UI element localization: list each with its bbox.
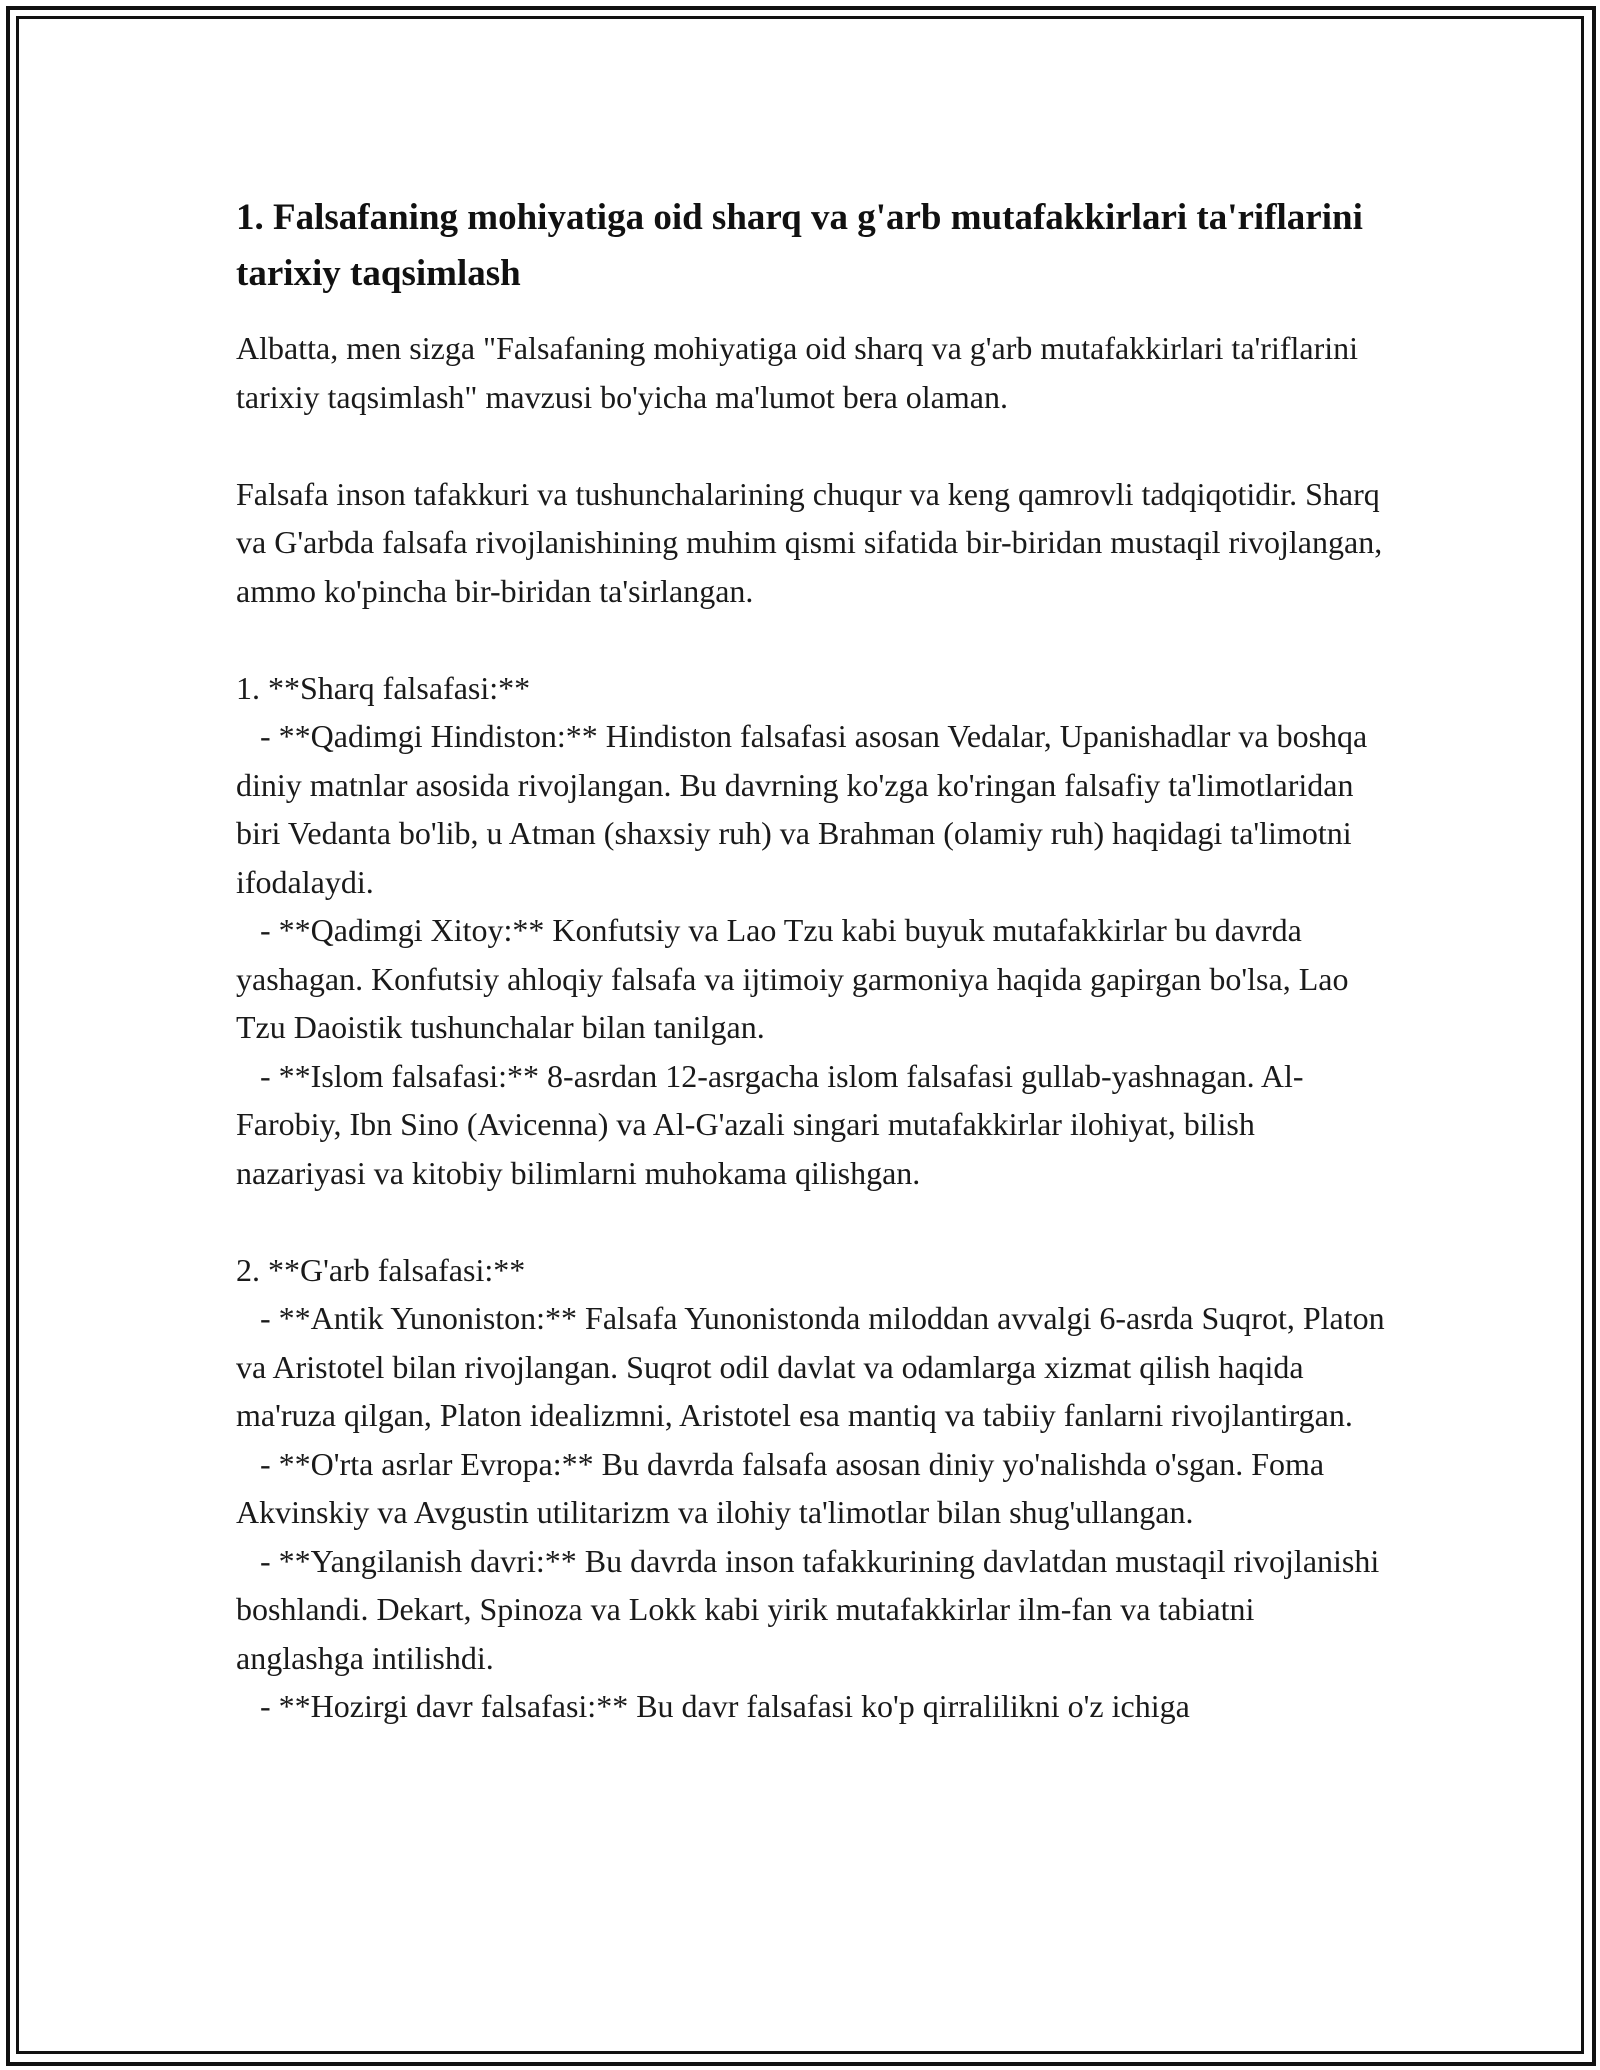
- intro-paragraph: Albatta, men sizga "Falsafaning mohiyatiga oid sharq va g'arb mutafakkirlari ta'riflarini tarixiy taqsimlash" mavzusi bo'yicha ma'lumot bera olaman.: [236, 330, 1359, 415]
- paragraph-spacer: [236, 1197, 1386, 1246]
- section-western-philosophy: [236, 1246, 1393, 1731]
- list-item-ancient-india: - **Qadimgi Hindiston:** Hindiston falsafasi asosan Vedalar, Upanishadlar va boshqa diniy matnlar asosida rivojlangan. Bu davrning ko'zga ko'ringan falsafiy ta'limotlaridan biri Vedanta bo'lib, u Atman (shaxsiy ruh) va Brahman (olamiy ruh) haqidagi ta'limotni ifodalaydi.: [236, 718, 1376, 900]
- list-item-medieval-europe: - **O'rta asrlar Evropa:** Bu davrda falsafa asosan diniy yo'nalishda o'sgan. Foma Akvinskiy va Avgustin utilitarizm va ilohiy ta'limotlar bilan shug'ullangan.: [236, 1445, 1331, 1530]
- list-item-renaissance: - **Yangilanish davri:** Bu davrda inson tafakkurining davlatdan mustaqil rivojlanishi boshlandi. Dekart, Spinoza va Lokk kabi yirik mutafakkirlar ilm-fan va tabiatni anglashga intilishdi.: [236, 1542, 1388, 1676]
- overview-paragraph: Falsafa inson tafakkuri va tushunchalarining chuqur va keng qamrovli tadqiqotidir. Sharq va G'arbda falsafa rivojlanishining muhim qismi sifatida bir-biridan mustaqil rivojlangan, ammo ko'pincha bir-biridan ta'sirlangan.: [236, 475, 1383, 609]
- list-item-ancient-china: - **Qadimgi Xitoy:** Konfutsiy va Lao Tzu kabi buyuk mutafakkirlar bu davrda yashagan. Konfutsiy ahloqiy falsafa va ijtimoiy garmoniya haqida gapirgan bo'lsa, Lao Tzu Daoistik tushunchalar bilan tanilgan.: [236, 912, 1356, 1045]
- paragraph-spacer: [236, 615, 1386, 664]
- document-page: [236, 190, 1393, 1731]
- paragraph-spacer: [236, 421, 1386, 470]
- list-item-modern-philosophy: - **Hozirgi davr falsafasi:** Bu davr falsafasi ko'p qirralilikni o'z ichiga: [236, 1688, 1190, 1724]
- list-item-ancient-greece: - **Antik Yunoniston:** Falsafa Yunonistonda miloddan avvalgi 6-asrda Suqrot, Platon va Aristotel bilan rivojlangan. Suqrot odil davlat va odamlarga xizmat qilish haqida ma'ruza qilgan, Platon idealizmni, Aristotel esa mantiq va tabiiy fanlarni rivojlantirgan.: [236, 1300, 1393, 1433]
- list-item-islamic-philosophy: - **Islom falsafasi:** 8-asrdan 12-asrgacha islom falsafasi gullab-yashnagan. Al-Farobiy, Ibn Sino (Avicenna) va Al-G'azali singari mutafakkirlar ilohiyat, bilish nazariyasi va kitobiy bilimlarni muhokama qilishgan.: [236, 1057, 1304, 1191]
- document-title: 1. Falsafaning mohiyatiga oid sharq va g'arb mutafakkirlari ta'riflarini tarixiy taqsimlash: [236, 197, 1363, 294]
- section-eastern-philosophy: [236, 664, 1386, 1198]
- section-heading: 1. **Sharq falsafasi:**: [236, 669, 531, 706]
- section-heading: 2. **G'arb falsafasi:**: [236, 1251, 526, 1288]
